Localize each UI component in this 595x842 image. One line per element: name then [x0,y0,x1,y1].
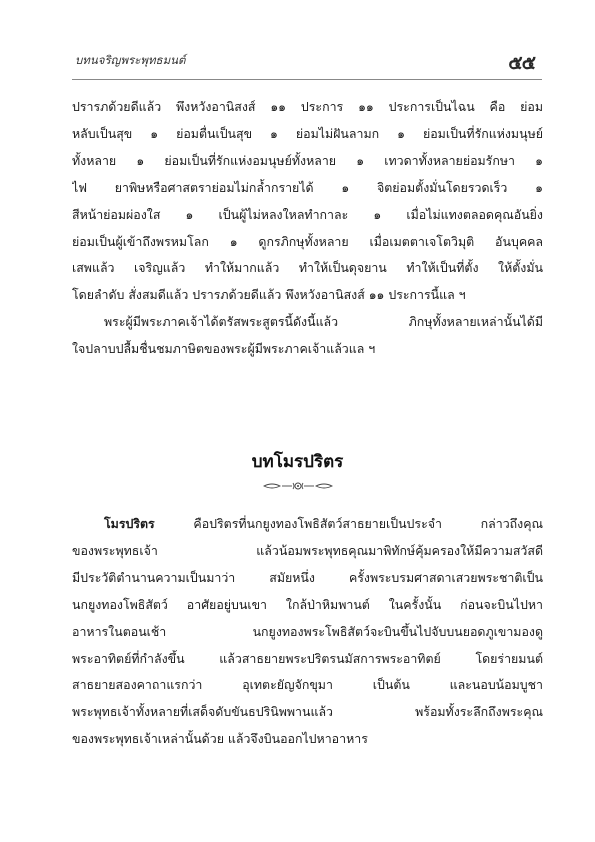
section-heading: บทโมรปริตร [251,452,344,472]
paragraph-3-line-rest: คือปริตรที่นกยูงทองโพธิสัตว์สาธยายเป็นประจำ กล่าวถึงคุณ [154,516,543,531]
paragraph-3-line: ของพระพุทธเจ้า แล้วน้อมพระพุทธคุณมาพิทักษ์คุ้มครองให้มีความสวัสดี [72,542,543,558]
paragraph-3-line: มีประวัติตำนานความเป็นมาว่า สมัยหนึ่ง ครั้งพระบรมศาสดาเสวยพระชาติเป็น [72,569,543,585]
paragraph-1-line: ทั้งหลาย ๑ ย่อมเป็นที่รักแห่งอมนุษย์ทั้งหลาย ๑ เทวดาทั้งหลายย่อมรักษา ๑ [72,152,543,168]
paragraph-3-line: อาหารในตอนเช้า นกยูงทองพระโพธิสัตว์จะบินขึ้นไปจับบนยอดภูเขามองดู [72,623,543,639]
paragraph-2-line: พระผู้มีพระภาคเจ้าได้ตรัสพระสูตรนี้ดังนี้แล้ว ภิกษุทั้งหลายเหล่านั้นได้มี [104,314,543,330]
paragraph-3-line: สาธยายสองคาถาแรกว่า อุเทตะยัญจักขุมา เป็นต้น และนอบน้อมบูชา [72,677,543,693]
paragraph-2-line: ใจปลาบปลื้มชื่นชมภาษิตของพระผู้มีพระภาคเจ้าแล้วแล ฯ [72,341,376,357]
paragraph-3-line: ของพระพุทธเจ้าเหล่านั้นด้วย แล้วจึงบินออกไปหาอาหาร [72,731,368,747]
paragraph-1-line: โดยลำดับ สั่งสมดีแล้ว ปรารภด้วยดีแล้ว พึงหวังอานิสงส์ ๑๑ ประการนี้แล ฯ [72,287,466,303]
lead-term: โมรปริตร [104,516,155,531]
paragraph-3-line: พระอาทิตย์ที่กำลังขึ้น แล้วสาธยายพระปริตรนมัสการพระอาทิตย์ โดยร่ายมนต์ [72,650,543,666]
paragraph-1-line: สีหน้าย่อมผ่องใส ๑ เป็นผู้ไม่หลงใหลทำกาละ ๑ เมื่อไม่แทงตลอดคุณอันยิ่ง [72,206,543,222]
paragraph-3-line: นกยูงทองโพธิสัตว์ อาศัยอยู่บนเขา ใกล้ป่าหิมพานต์ ในครั้งนั้น ก่อนจะบินไปหา [72,596,543,612]
paragraph-3-first-line [72,511,543,538]
page-number: ๕๕ [508,52,535,74]
paragraph-3-line: พระพุทธเจ้าทั้งหลายที่เสด็จดับขันธปรินิพพานแล้ว พร้อมทั้งระลึกถึงพระคุณ [72,704,543,720]
paragraph-1-line: ย่อมเป็นผู้เข้าถึงพรหมโลก ๑ ดูกรภิกษุทั้งหลาย เมื่อเมตตาเจโตวิมุติ อันบุคคล [72,233,543,249]
body-text-upper [72,94,543,363]
paragraph-1-line: ปรารภด้วยดีแล้ว พึงหวังอานิสงส์ ๑๑ ประการ ๑๑ ประการเป็นไฉน คือ ย่อม [72,99,543,114]
ornament-divider-icon [262,480,334,492]
paragraph-1-line: ไฟ ยาพิษหรือศาสตราย่อมไม่กล้ำกรายได้ ๑ จิตย่อมตั้งมั่นโดยรวดเร็ว ๑ [72,179,543,195]
running-header-title: บทนจริญพระพุทธมนต์ [75,53,186,67]
paragraph-1-line: หลับเป็นสุข ๑ ย่อมตื่นเป็นสุข ๑ ย่อมไม่ฝันลามก ๑ ย่อมเป็นที่รักแห่งมนุษย์ [72,125,543,141]
paragraph-1-line: เสพแล้ว เจริญแล้ว ทำให้มากแล้ว ทำให้เป็นดุจยาน ทำให้เป็นที่ตั้ง ให้ตั้งมั่น [72,260,543,276]
header-divider [72,79,542,80]
body-text-lower [72,511,543,753]
